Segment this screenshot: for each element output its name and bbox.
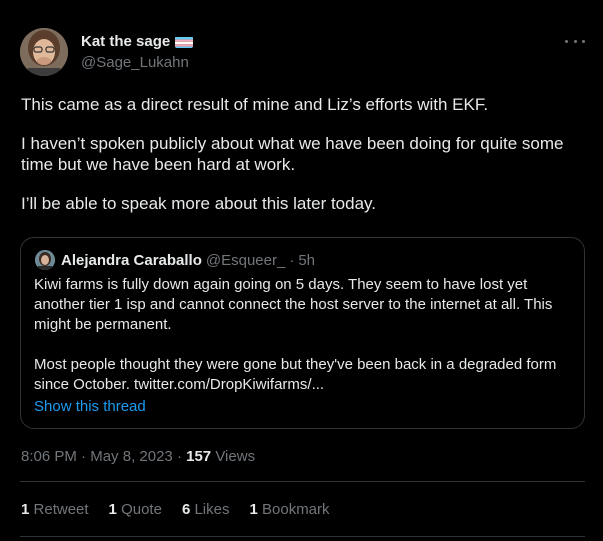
- divider: [20, 481, 585, 482]
- tweet-date[interactable]: May 8, 2023: [90, 448, 173, 465]
- retweets-stat[interactable]: [21, 501, 89, 518]
- separator-dot: ·: [81, 448, 87, 465]
- divider: [20, 536, 585, 537]
- tweet-paragraph: I’ll be able to speak more about this later today.: [21, 194, 376, 213]
- quotes-label: Quote: [121, 501, 162, 518]
- separator-dot: ·: [176, 448, 182, 465]
- tweet-text: [21, 94, 587, 232]
- author-handle[interactable]: @Sage_Lukahn: [81, 54, 189, 71]
- quotes-count: 1: [108, 501, 117, 518]
- transgender-flag-icon: [175, 36, 193, 48]
- bookmarks-label: Bookmark: [262, 501, 330, 518]
- views-count: 157: [186, 448, 212, 465]
- quoted-paragraph: Kiwi farms is fully down again going on 5 days. They seem to have lost yet another tier 1 isp and cannot connect the host server to the internet at all. This might be permanent.: [34, 276, 553, 333]
- quoted-tweet[interactable]: [20, 237, 585, 429]
- quoted-tweet-time: 5h: [298, 251, 316, 269]
- retweets-count: 1: [21, 501, 30, 518]
- quoted-author-handle: @Esqueer_: [205, 251, 286, 269]
- author-name-text: Kat the sage: [81, 33, 171, 50]
- separator-dot: ·: [289, 251, 295, 269]
- tweet-meta: [21, 448, 255, 465]
- likes-label: Likes: [194, 501, 230, 518]
- quoted-tweet-text: [34, 275, 574, 415]
- engagement-stats: [21, 501, 330, 518]
- quoted-tweet-header: [35, 250, 315, 270]
- likes-count: 6: [181, 501, 191, 518]
- quoted-paragraph: Most people thought they were gone but they've been back in a degraded form since October. twitter.com/DropKiwifarms/...: [34, 356, 557, 393]
- author-name[interactable]: [81, 33, 193, 50]
- quoted-author-name: Alejandra Caraballo: [61, 251, 202, 269]
- views-label: Views: [215, 448, 256, 465]
- author-avatar[interactable]: [20, 28, 68, 76]
- bookmarks-stat[interactable]: [249, 501, 329, 518]
- more-options-icon[interactable]: [565, 34, 585, 48]
- tweet-paragraph: This came as a direct result of mine and Liz’s efforts with EKF.: [21, 95, 489, 114]
- tweet-time[interactable]: 8:06 PM: [21, 448, 77, 465]
- likes-stat[interactable]: [182, 501, 230, 518]
- retweets-label: Retweet: [33, 501, 89, 518]
- show-thread-link[interactable]: Show this thread: [34, 398, 146, 415]
- bookmarks-count: 1: [249, 501, 258, 518]
- quoted-author-avatar: [35, 250, 55, 270]
- tweet-paragraph: I haven’t spoken publicly about what we have been doing for quite some time but we have been hard at work.: [21, 134, 564, 174]
- quotes-stat[interactable]: [109, 501, 162, 518]
